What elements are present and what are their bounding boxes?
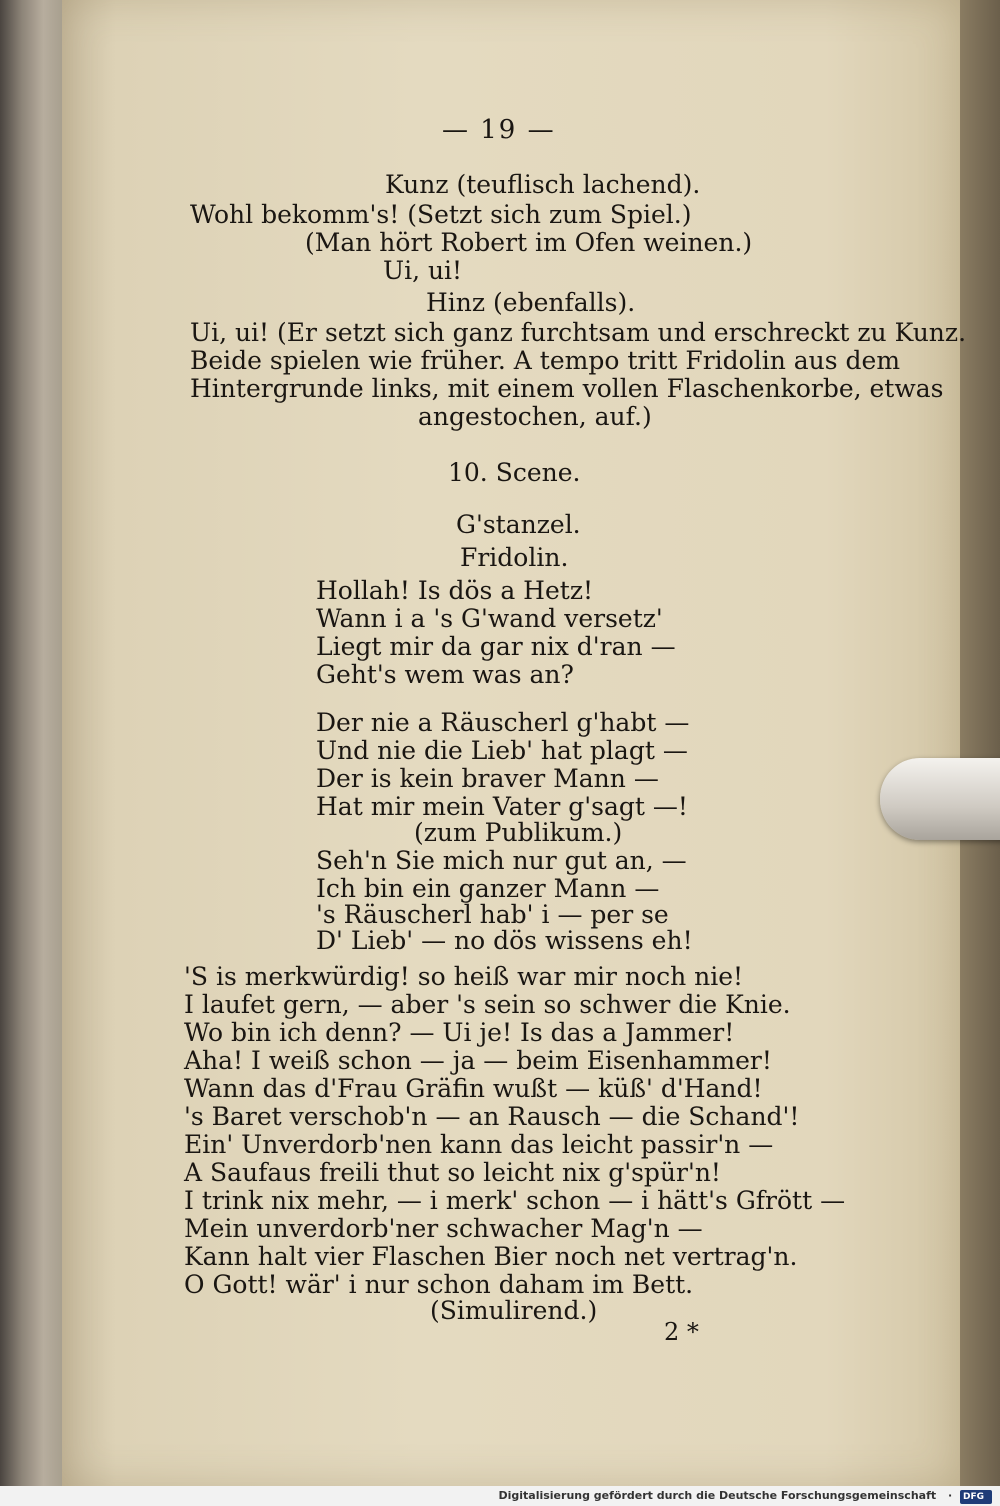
text-line: Beide spielen wie früher. A tempo tritt Fridolin aus dem	[190, 346, 901, 375]
page-edge	[960, 0, 1000, 1486]
verse-line: Seh'n Sie mich nur gut an, —	[316, 846, 687, 875]
stage-direction: (zum Publikum.)	[414, 818, 623, 847]
verse-line: Wann i a 's G'wand versetz'	[316, 604, 663, 633]
section-heading: G'stanzel.	[456, 510, 581, 539]
text-line: Aha! I weiß schon — ja — beim Eisenhammer!	[184, 1046, 772, 1075]
speaker-line: Hinz (ebenfalls).	[426, 288, 636, 317]
verse-line: D' Lieb' — no dös wissens eh!	[316, 926, 693, 955]
scene-heading: 10. Scene.	[448, 458, 581, 487]
digitization-footer: Digitalisierung gefördert durch die Deutsche Forschungsgemeinschaft · DFG	[0, 1486, 1000, 1506]
speaker-line: Kunz (teuflisch lachend).	[385, 170, 701, 199]
verse-line: Der is kein braver Mann —	[316, 764, 659, 793]
page-number: — 19 —	[442, 115, 556, 145]
dfg-logo: DFG	[960, 1490, 992, 1504]
verse-line: Liegt mir da gar nix d'ran —	[316, 632, 676, 661]
verse-line: Geht's wem was an?	[316, 660, 574, 689]
text-line: Kann halt vier Flaschen Bier noch net vertrag'n.	[184, 1242, 798, 1271]
text-line: A Saufaus freili thut so leicht nix g'spür'n!	[184, 1158, 721, 1187]
stage-direction: (Simulirend.)	[430, 1296, 598, 1325]
text-line: Hintergrunde links, mit einem vollen Flaschenkorbe, etwas	[190, 374, 944, 403]
signature-mark: 2 *	[664, 1318, 699, 1346]
verse-line: 's Räuscherl hab' i — per se	[316, 900, 669, 929]
book-spine	[0, 0, 62, 1506]
verse-line: Der nie a Räuscherl g'habt —	[316, 708, 690, 737]
text-line: I laufet gern, — aber 's sein so schwer die Knie.	[184, 990, 791, 1019]
text-line: Mein unverdorb'ner schwacher Mag'n —	[184, 1214, 703, 1243]
verse-line: Hat mir mein Vater g'sagt —!	[316, 792, 688, 821]
verse-line: Hollah! Is dös a Hetz!	[316, 576, 594, 605]
text-line: O Gott! wär' i nur schon daham im Bett.	[184, 1270, 694, 1299]
text-line: 's Baret verschob'n — an Rausch — die Schand'!	[184, 1102, 800, 1131]
verse-line: Ich bin ein ganzer Mann —	[316, 874, 660, 903]
text-line: angestochen, auf.)	[418, 402, 652, 431]
footer-text: Digitalisierung gefördert durch die Deutsche Forschungsgemeinschaft	[498, 1489, 937, 1502]
verse-line: Und nie die Lieb' hat plagt —	[316, 736, 688, 765]
text-line: Wann das d'Frau Gräfin wußt — küß' d'Hand!	[184, 1074, 763, 1103]
page-clip	[880, 758, 1000, 840]
text-line: 'S is merkwürdig! so heiß war mir noch nie!	[184, 962, 744, 991]
text-line: I trink nix mehr, — i merk' schon — i hätt's Gfrött —	[184, 1186, 846, 1215]
text-line: Ui, ui!	[383, 256, 463, 285]
speaker-heading: Fridolin.	[460, 543, 569, 572]
text-line: Wo bin ich denn? — Ui je! Is das a Jammer!	[184, 1018, 735, 1047]
text-line: Wohl bekomm's! (Setzt sich zum Spiel.)	[190, 200, 692, 229]
text-line: Ui, ui! (Er setzt sich ganz furchtsam und erschreckt zu Kunz.	[190, 318, 967, 347]
text-line: Ein' Unverdorb'nen kann das leicht passir'n —	[184, 1130, 774, 1159]
stage-direction: (Man hört Robert im Ofen weinen.)	[305, 228, 753, 257]
